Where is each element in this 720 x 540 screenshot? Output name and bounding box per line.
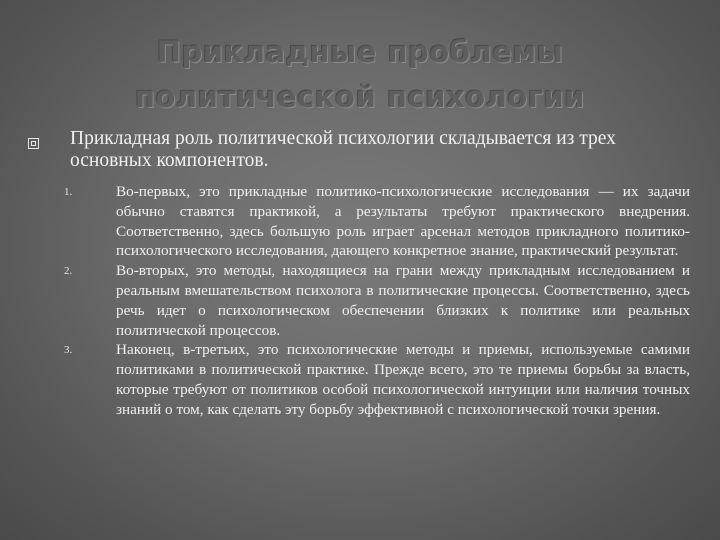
main-bullet: [24, 128, 696, 172]
slide-title: Прикладные проблемы политической психологии: [134, 35, 586, 114]
list-item-text: Наконец, в-третьих, это психологические методы и приемы, используемые самими политиками в политической практике. Прежде всего, это те приемы борьбы за власть, которые требуют от политиков особой психологической интуиции или наличия точных знаний о том, как сделать эту борьбу эффективной с психологической точки зрения.: [116, 341, 690, 418]
numbered-list: [40, 182, 690, 420]
list-item-number: 3.: [64, 344, 73, 357]
list-item: [40, 261, 690, 340]
list-item-number: 2.: [64, 265, 73, 278]
list-item: [40, 182, 690, 261]
list-item: [40, 340, 690, 419]
list-item-text: Во-вторых, это методы, находящиеся на грани между прикладным исследованием и реальным вмешательством психолога в политические процессы. Соответственно, здесь речь идет о психологическом обеспечении близких к политике или реальных политической процессов.: [116, 262, 690, 339]
list-item-number: 1.: [64, 186, 73, 198]
square-bullet-icon: [28, 138, 39, 149]
main-bullet-text: Прикладная роль политической психологии складывается из трех основных компонентов.: [70, 128, 616, 171]
list-item-text: Во-первых, это прикладные политико-психологические исследования — их задачи обычно ставятся практикой, а результаты требуют практического внедрения. Соответственно, здесь большую роль играет арсенал методов прикладного политико-психологического исследования, дающего конкретное знание, практический результат.: [116, 183, 690, 260]
